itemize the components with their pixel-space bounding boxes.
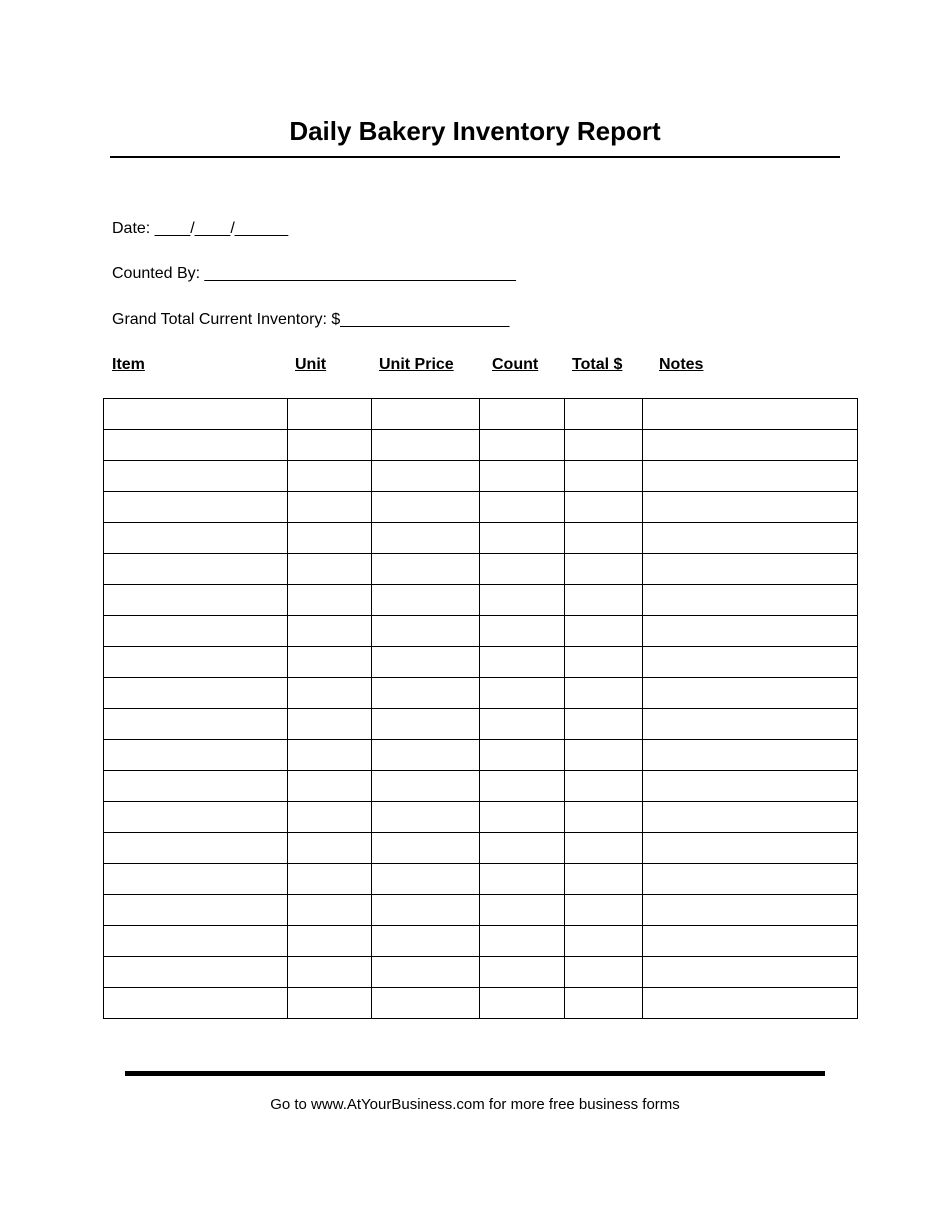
date-field[interactable]: Date: ____/____/______ <box>112 220 289 237</box>
cell-count[interactable] <box>480 492 565 523</box>
cell-total[interactable] <box>565 554 643 585</box>
cell-unit[interactable] <box>288 802 372 833</box>
cell-notes[interactable] <box>643 430 858 461</box>
page-title: Daily Bakery Inventory Report <box>289 116 661 146</box>
cell-unit-price[interactable] <box>372 647 480 678</box>
cell-total[interactable] <box>565 523 643 554</box>
cell-total[interactable] <box>565 616 643 647</box>
column-header-count: Count <box>492 356 539 373</box>
cell-unit-price[interactable] <box>372 833 480 864</box>
table-row <box>104 554 858 585</box>
column-header-total: Total $ <box>572 356 623 373</box>
cell-unit-price[interactable] <box>372 802 480 833</box>
cell-notes[interactable] <box>643 554 858 585</box>
cell-item[interactable] <box>104 523 288 554</box>
cell-count[interactable] <box>480 678 565 709</box>
cell-total[interactable] <box>565 833 643 864</box>
footer-divider <box>125 1071 825 1076</box>
cell-notes[interactable] <box>643 709 858 740</box>
cell-item[interactable] <box>104 585 288 616</box>
cell-notes[interactable] <box>643 647 858 678</box>
cell-unit[interactable] <box>288 988 372 1019</box>
table-row <box>104 616 858 647</box>
cell-count[interactable] <box>480 802 565 833</box>
cell-total[interactable] <box>565 399 643 430</box>
cell-unit[interactable] <box>288 957 372 988</box>
cell-total[interactable] <box>565 895 643 926</box>
cell-unit-price[interactable] <box>372 926 480 957</box>
cell-count[interactable] <box>480 647 565 678</box>
table-row <box>104 399 858 430</box>
cell-unit-price[interactable] <box>372 678 480 709</box>
cell-unit[interactable] <box>288 554 372 585</box>
cell-unit-price[interactable] <box>372 771 480 802</box>
cell-count[interactable] <box>480 957 565 988</box>
cell-notes[interactable] <box>643 833 858 864</box>
table-row <box>104 771 858 802</box>
cell-unit[interactable] <box>288 709 372 740</box>
table-row <box>104 461 858 492</box>
counted-by-field[interactable]: Counted By: ___________________________________ <box>112 265 516 282</box>
column-header-unit-price: Unit Price <box>379 356 454 373</box>
cell-item[interactable] <box>104 430 288 461</box>
column-header-item: Item <box>112 356 145 373</box>
cell-unit-price[interactable] <box>372 554 480 585</box>
cell-unit-price[interactable] <box>372 616 480 647</box>
cell-item[interactable] <box>104 926 288 957</box>
cell-total[interactable] <box>565 957 643 988</box>
cell-count[interactable] <box>480 895 565 926</box>
cell-count[interactable] <box>480 740 565 771</box>
cell-item[interactable] <box>104 492 288 523</box>
cell-count[interactable] <box>480 399 565 430</box>
cell-total[interactable] <box>565 771 643 802</box>
cell-notes[interactable] <box>643 895 858 926</box>
cell-unit[interactable] <box>288 647 372 678</box>
cell-unit[interactable] <box>288 616 372 647</box>
cell-item[interactable] <box>104 802 288 833</box>
cell-count[interactable] <box>480 709 565 740</box>
cell-unit-price[interactable] <box>372 895 480 926</box>
table-row <box>104 492 858 523</box>
cell-unit-price[interactable] <box>372 399 480 430</box>
grand-total-field[interactable]: Grand Total Current Inventory: $___________________ <box>112 311 510 328</box>
cell-unit[interactable] <box>288 430 372 461</box>
cell-total[interactable] <box>565 988 643 1019</box>
cell-unit-price[interactable] <box>372 740 480 771</box>
cell-count[interactable] <box>480 833 565 864</box>
cell-notes[interactable] <box>643 864 858 895</box>
cell-total[interactable] <box>565 740 643 771</box>
cell-count[interactable] <box>480 430 565 461</box>
table-row <box>104 988 858 1019</box>
cell-unit[interactable] <box>288 833 372 864</box>
cell-unit[interactable] <box>288 585 372 616</box>
cell-notes[interactable] <box>643 678 858 709</box>
cell-count[interactable] <box>480 585 565 616</box>
table-row <box>104 864 858 895</box>
cell-unit-price[interactable] <box>372 461 480 492</box>
cell-notes[interactable] <box>643 926 858 957</box>
table-row <box>104 740 858 771</box>
inventory-table-body <box>104 399 858 1019</box>
table-row <box>104 957 858 988</box>
cell-unit-price[interactable] <box>372 709 480 740</box>
cell-notes[interactable] <box>643 957 858 988</box>
cell-item[interactable] <box>104 988 288 1019</box>
table-row <box>104 895 858 926</box>
cell-notes[interactable] <box>643 740 858 771</box>
cell-notes[interactable] <box>643 492 858 523</box>
cell-total[interactable] <box>565 492 643 523</box>
cell-item[interactable] <box>104 399 288 430</box>
cell-notes[interactable] <box>643 988 858 1019</box>
cell-count[interactable] <box>480 461 565 492</box>
cell-notes[interactable] <box>643 461 858 492</box>
cell-total[interactable] <box>565 802 643 833</box>
cell-count[interactable] <box>480 988 565 1019</box>
footer-note: Go to www.AtYourBusiness.com for more free business forms <box>270 1096 680 1113</box>
cell-notes[interactable] <box>643 616 858 647</box>
cell-total[interactable] <box>565 864 643 895</box>
cell-unit[interactable] <box>288 399 372 430</box>
cell-unit-price[interactable] <box>372 523 480 554</box>
cell-unit-price[interactable] <box>372 585 480 616</box>
cell-total[interactable] <box>565 709 643 740</box>
cell-item[interactable] <box>104 771 288 802</box>
cell-total[interactable] <box>565 678 643 709</box>
cell-count[interactable] <box>480 926 565 957</box>
cell-item[interactable] <box>104 616 288 647</box>
cell-unit-price[interactable] <box>372 988 480 1019</box>
table-row <box>104 678 858 709</box>
cell-unit[interactable] <box>288 678 372 709</box>
cell-unit[interactable] <box>288 492 372 523</box>
cell-total[interactable] <box>565 585 643 616</box>
table-row <box>104 647 858 678</box>
table-row <box>104 430 858 461</box>
cell-unit[interactable] <box>288 895 372 926</box>
cell-unit[interactable] <box>288 864 372 895</box>
cell-unit-price[interactable] <box>372 492 480 523</box>
column-header-unit: Unit <box>295 356 327 373</box>
cell-unit[interactable] <box>288 461 372 492</box>
cell-count[interactable] <box>480 523 565 554</box>
column-header-notes: Notes <box>659 356 704 373</box>
cell-item[interactable] <box>104 647 288 678</box>
cell-total[interactable] <box>565 430 643 461</box>
cell-count[interactable] <box>480 864 565 895</box>
cell-notes[interactable] <box>643 771 858 802</box>
cell-item[interactable] <box>104 957 288 988</box>
cell-item[interactable] <box>104 554 288 585</box>
cell-notes[interactable] <box>643 399 858 430</box>
table-row <box>104 926 858 957</box>
table-row <box>104 585 858 616</box>
cell-count[interactable] <box>480 771 565 802</box>
cell-item[interactable] <box>104 895 288 926</box>
cell-total[interactable] <box>565 926 643 957</box>
inventory-table <box>103 398 858 1019</box>
cell-unit-price[interactable] <box>372 864 480 895</box>
table-row <box>104 802 858 833</box>
cell-item[interactable] <box>104 678 288 709</box>
cell-unit-price[interactable] <box>372 430 480 461</box>
cell-item[interactable] <box>104 740 288 771</box>
cell-count[interactable] <box>480 554 565 585</box>
cell-unit[interactable] <box>288 771 372 802</box>
cell-total[interactable] <box>565 461 643 492</box>
cell-count[interactable] <box>480 616 565 647</box>
table-row <box>104 709 858 740</box>
cell-notes[interactable] <box>643 585 858 616</box>
title-divider <box>110 156 840 158</box>
cell-unit[interactable] <box>288 926 372 957</box>
cell-unit-price[interactable] <box>372 957 480 988</box>
cell-notes[interactable] <box>643 523 858 554</box>
table-row <box>104 833 858 864</box>
cell-total[interactable] <box>565 647 643 678</box>
cell-item[interactable] <box>104 833 288 864</box>
table-row <box>104 523 858 554</box>
cell-unit[interactable] <box>288 523 372 554</box>
cell-unit[interactable] <box>288 740 372 771</box>
cell-item[interactable] <box>104 709 288 740</box>
cell-item[interactable] <box>104 864 288 895</box>
cell-notes[interactable] <box>643 802 858 833</box>
cell-item[interactable] <box>104 461 288 492</box>
